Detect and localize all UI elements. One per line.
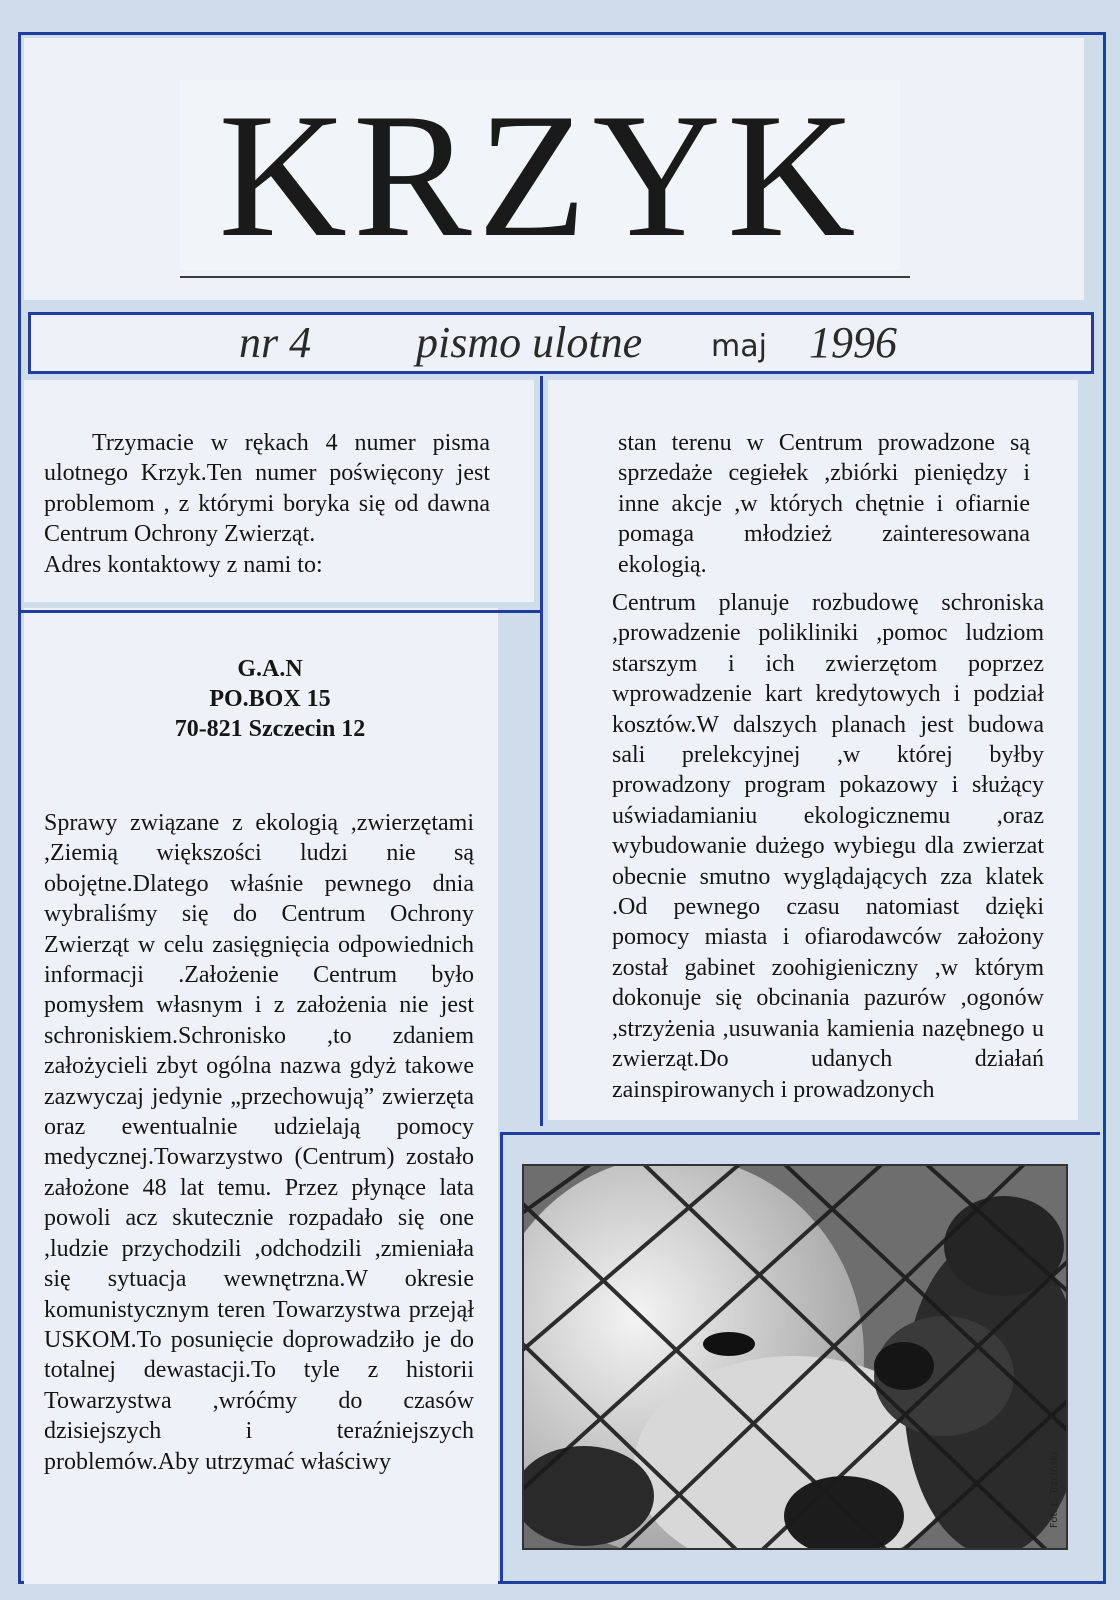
photo-credit: Fot. Ł. Trzciński xyxy=(1049,1451,1060,1528)
divider-column-right xyxy=(540,376,543,1126)
issue-year: 1996 xyxy=(809,318,897,367)
divider-column-left xyxy=(500,1132,503,1584)
contact-address xyxy=(140,654,400,744)
issue-number: nr 4 xyxy=(239,318,312,367)
masthead-title: KRZYK xyxy=(180,80,900,270)
masthead-rule xyxy=(180,276,910,278)
address-line-3: 70-821 Szczecin 12 xyxy=(174,716,366,742)
issue-type: pismo ulotne xyxy=(416,318,643,367)
contact-line: Adres kontaktowy z nami to: xyxy=(44,551,323,578)
article-right-1: stan terenu w Centrum prowadzone są sprzedaże cegiełek ,zbiórki pieniędzy i inne akcje ,w których chętnie i ofiarnie pomaga młodzież zainteresowana ekologią. xyxy=(618,430,1030,578)
intro-text xyxy=(44,428,490,580)
issue-month: maj xyxy=(711,329,767,364)
divider-photo-top xyxy=(500,1132,1100,1135)
photo-illustration xyxy=(524,1166,1066,1548)
article-left: Sprawy związane z ekologią ,zwierzętami ,Ziemią większości ludzi nie są obojętne.Dlatego właśnie pewnego dnia wybraliśmy się do Centrum Ochrony Zwierząt w celu zasięgnięcia odpowiednich informacji .Założenie Centrum było pomysłem własnym i z założenia nie jest schroniskiem.Schronisko ,to zdaniem założycieli zbyt ogólna nazwa gdyż takowe zazwyczaj jedynie „przechowują” zwierzęta oraz ewentualnie udzielają pomocy medycznej.Towarzystwo (Centrum) zostało założone 48 lat temu. Przez płynące lata powoli acz skutecznie rozpadało się one ,ludzie przychodzili ,odchodzili ,zmieniała się sytuacja wewnętrzna.W okresie komunistycznym teren Towarzystwa przejął USKOM.To posunięcie doprowadziło je do totalnej dewastacji.To tyle z historii Towarzystwa ,wróćmy do czasów dzisiejszych i teraźniejszych problemów.Aby utrzymać właściwy xyxy=(44,810,474,1475)
issue-bar xyxy=(28,312,1094,374)
intro-paragraph: Trzymacie w rękach 4 numer pisma ulotnego Krzyk.Ten numer poświęcony jest problemom , z którymi boryka się od dawna Centrum Ochrony Zwierząt. xyxy=(44,430,490,548)
divider-intro-bottom xyxy=(20,610,540,613)
dogs-behind-fence-photo xyxy=(522,1164,1068,1550)
address-line-1: G.A.N xyxy=(237,656,303,682)
address-line-2: PO.BOX 15 xyxy=(209,686,331,712)
article-right-2: Centrum planuje rozbudowę schroniska ,prowadzenie polikliniki ,pomoc ludziom starszym i ich zwierzętom poprzez wprowadzenie kart kredytowych i podział kosztów.W dalszych planach jest budowa sali prelekcyjnej ,w której byłby prowadzony program pokazowy i służący uświadamianiu ekologicznemu ,oraz wybudowanie dużego wybiegu dla zwierzat obecnie smutno wyglądających zza klatek .Od pewnego czasu natomiast dzięki pomocy miasta i ofiarodawców założony został gabinet zoohigieniczny ,w którym dokonuje się obcinania pazurów ,ogonów ,strzyżenia ,usuwania kamienia nazębnego u zwierząt.Do udanych działań zainspirowanych i prowadzonych xyxy=(612,590,1044,1103)
